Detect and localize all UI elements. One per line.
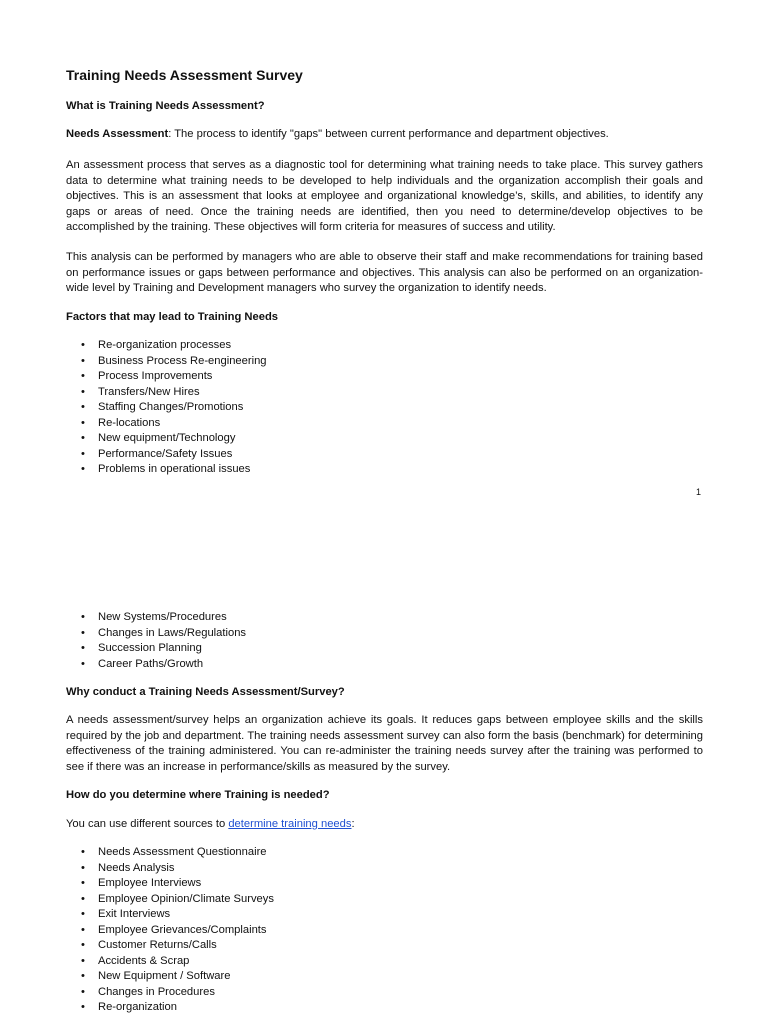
bullet-icon: • [81,416,85,429]
list-item-text: Problems in operational issues [98,463,251,476]
list-item [66,845,274,861]
bullet-icon: • [81,642,85,655]
list-item [66,861,274,877]
list-item-text: Exit Interviews [98,908,171,921]
list-item-text: Re-organization processes [98,339,232,351]
bullet-icon: • [81,401,85,414]
sources-intro-text: You can use different sources to [66,818,229,830]
bullet-icon: • [81,923,85,936]
list-item-text: Business Process Re-engineering [98,354,267,367]
list-item-text: Career Paths/Growth [98,657,204,670]
sources-list [66,845,274,1016]
bullet-icon: • [81,354,85,367]
bullet-icon: • [81,447,85,460]
determine-training-needs-link[interactable]: determine training needs [228,818,352,830]
bullet-icon: • [81,385,85,398]
bullet-icon: • [81,985,85,998]
section-heading-why: Why conduct a Training Needs Assessment/Survey? [66,686,345,698]
list-item-text: Employee Interviews [98,877,202,890]
list-item-text: Transfers/New Hires [98,385,200,398]
document-title: Training Needs Assessment Survey [66,67,303,83]
list-item [66,369,267,385]
list-item [66,354,267,370]
list-item [66,907,274,923]
list-item [66,416,267,432]
bullet-icon: • [81,611,85,623]
list-item-text: Accidents & Scrap [98,954,190,967]
list-item [66,985,274,1001]
bullet-icon: • [81,892,85,905]
bullet-icon: • [81,954,85,967]
list-item-text: Customer Returns/Calls [98,939,217,952]
section-heading-factors: Factors that may lead to Training Needs [66,311,278,323]
list-item [66,610,246,626]
paragraph-text: A needs assessment/survey helps an organization achieve its goals. It reduces gaps between employee skills and the skills required by the job and department. The training needs assessment survey can also form the basis (benchmark) for determining effectiveness of the training administered. You can re-administer the training needs survey after the training was performed to see if there was an increase in performance/skills as measured by the survey. [66,714,703,773]
list-item-text: Changes in Laws/Regulations [98,626,247,639]
list-item-text: Employee Grievances/Complaints [98,923,267,936]
list-item-text: Succession Planning [98,642,202,655]
list-item-text: Re-locations [98,416,161,429]
list-item-text: Needs Analysis [98,861,175,874]
bullet-icon: • [81,463,85,476]
sources-intro-colon: : [351,818,355,830]
paragraph-assessment-process [66,158,703,236]
list-item [66,954,274,970]
list-item [66,657,246,673]
definition-term: Needs Assessment [66,128,169,140]
list-item [66,431,267,447]
bullet-icon: • [81,846,85,858]
list-item-text: Performance/Safety Issues [98,447,233,460]
list-item [66,923,274,939]
list-item-text: Re-organization [98,1001,177,1014]
list-item [66,969,274,985]
list-item-text: Process Improvements [98,370,213,383]
list-item-text: New Equipment / Software [98,970,231,983]
paragraph-text: An assessment process that serves as a diagnostic tool for determining what training needs to take place. This survey gathers data to determine what training needs to be developed to help individuals and the organization accomplish their goals and objectives. This is an assessment that looks at employee and organizational knowledge’s, skills, and abilities, to identify any gaps or areas of need. Once the training needs are identified, then you need to determine/develop objectives to be accomplished by the training. These objectives will form criteria for measures of success and utility. [66,159,703,234]
list-item [66,938,274,954]
bullet-icon: • [81,970,85,983]
bullet-icon: • [81,626,85,639]
section-heading-what: What is Training Needs Assessment? [66,100,265,112]
list-item-text: New Systems/Procedures [98,611,227,623]
bullet-icon: • [81,657,85,670]
list-item-text: Needs Assessment Questionnaire [98,846,267,858]
needs-assessment-definition [66,127,703,143]
list-item [66,876,274,892]
list-item [66,1000,274,1016]
bullet-icon: • [81,861,85,874]
list-item [66,447,267,463]
list-item-text: Changes in Procedures [98,985,215,998]
bullet-icon: • [81,339,85,351]
paragraph-analysis [66,250,703,297]
paragraph-text: This analysis can be performed by managers who are able to observe their staff and make recommendations for training based on performance issues or gaps between performance and objectives. This analysis can also be performed on an organization-wide level by Training and Development managers who survey the organization to identify needs. [66,251,703,295]
bullet-icon: • [81,432,85,445]
list-item [66,641,246,657]
factors-list-continued [66,610,246,672]
list-item [66,892,274,908]
paragraph-why [66,713,703,775]
list-item [66,626,246,642]
sources-intro [66,817,703,833]
list-item-text: Employee Opinion/Climate Surveys [98,892,274,905]
factors-list [66,338,267,478]
bullet-icon: • [81,908,85,921]
bullet-icon: • [81,939,85,952]
bullet-icon: • [81,370,85,383]
list-item [66,385,267,401]
list-item [66,338,267,354]
list-item-text: New equipment/Technology [98,432,236,445]
list-item [66,462,267,478]
list-item [66,400,267,416]
bullet-icon: • [81,1001,85,1014]
bullet-icon: • [81,877,85,890]
page-number: 1 [696,487,702,497]
list-item-text: Staffing Changes/Promotions [98,401,244,414]
definition-text: : The process to identify "gaps" between current performance and department objectives. [168,128,609,140]
section-heading-how: How do you determine where Training is needed? [66,789,330,801]
